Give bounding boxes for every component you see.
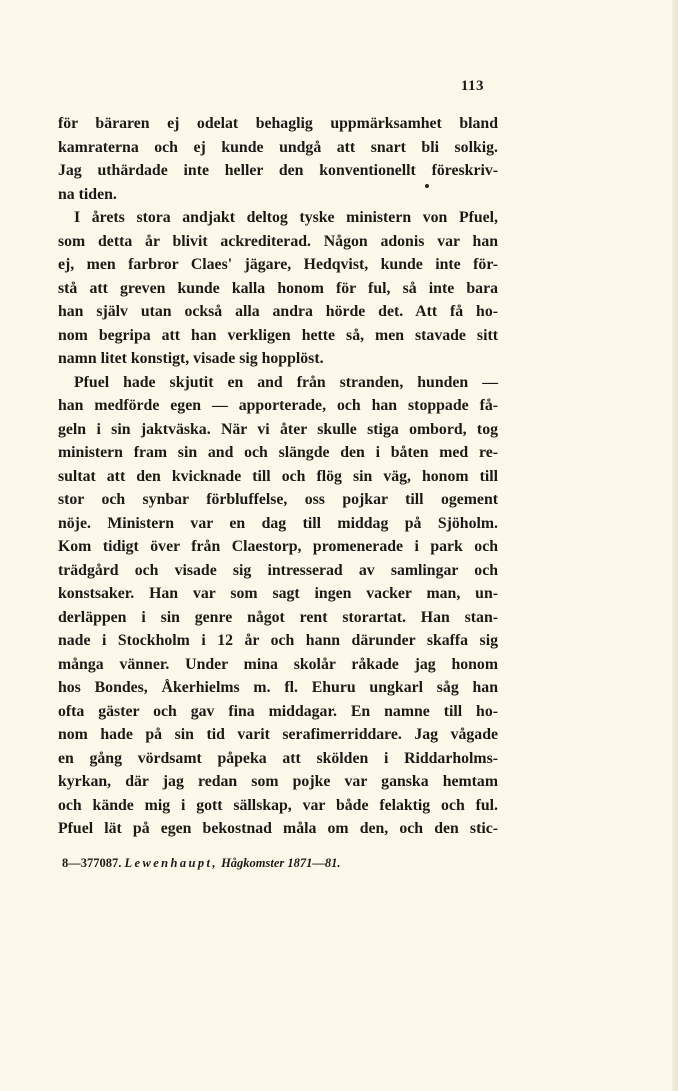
- text-line: ej, men farbror Claes' jägare, Hedqvist, kunde inte för-: [58, 256, 498, 273]
- text-line: I årets stora andjakt deltog tyske ministern von Pfuel,: [74, 209, 498, 226]
- text-line: stå att greven kunde kalla honom för ful, så inte bara: [58, 279, 498, 297]
- text-line: många vänner. Under mina skolår råkade jag honom: [58, 655, 498, 673]
- text-line: geln i sin jaktväska. När vi åter skulle stiga ombord, tog: [58, 420, 498, 438]
- text-line: Kom tidigt över från Claestorp, promenerade i park och: [58, 538, 498, 555]
- text-line: Jag uthärdade inte heller den konventionellt föreskriv-: [58, 162, 498, 179]
- page-number: 113: [460, 78, 484, 94]
- text-line: trädgård och visade sig intresserad av samlingar och: [58, 561, 498, 579]
- text-line: hos Bondes, Åkerhielms m. fl. Ehuru ungkarl såg han: [58, 679, 498, 696]
- text-line: ofta gäster och gav fina middagar. En namne till ho-: [58, 702, 498, 720]
- page-edge: [672, 0, 678, 1091]
- text-line: han själv utan också alla andra hörde det. Att få ho-: [58, 303, 498, 320]
- text-line: han medförde egen — apporterade, och han stoppade få-: [58, 397, 498, 414]
- signature-title: Hågkomster 1871—81.: [221, 856, 341, 870]
- text-line: stor och synbar förbluffelse, oss pojkar till ogement: [58, 491, 498, 508]
- text-line: na tiden.: [58, 185, 117, 203]
- text-line: kamraterna och ej kunde undgå att snart bli solkig.: [58, 138, 498, 156]
- text-line: derläppen i sin genre något rent storartat. Han stan-: [58, 608, 498, 626]
- body-text: [58, 112, 498, 841]
- text-line: nom begripa att han verkligen hette så, men stavade sitt: [58, 326, 498, 344]
- text-line: och kände mig i gott sällskap, var både felaktig och ful.: [58, 796, 498, 814]
- text-line: nade i Stockholm i 12 år och hann därunder skaffa sig: [58, 632, 498, 649]
- ink-speck: [425, 184, 429, 188]
- text-line: kyrkan, där jag redan som pojke var ganska hemtam: [58, 773, 498, 790]
- text-line: Pfuel lät på egen bekostnad måla om den, och den stic-: [58, 820, 498, 837]
- text-line: nom hade på sin tid varit serafimerriddare. Jag vågade: [58, 726, 498, 743]
- text-line: konstsaker. Han var som sagt ingen vacker man, un-: [58, 585, 498, 602]
- text-line: Pfuel hade skjutit en and från stranden, hunden —: [74, 373, 498, 391]
- text-line: för bäraren ej odelat behaglig uppmärksamhet bland: [58, 115, 498, 132]
- printer-signature: [62, 856, 341, 871]
- signature-author: Lewenhaupt,: [124, 856, 218, 870]
- signature-number: 8—377087.: [62, 856, 122, 870]
- text-line: namn litet konstigt, visade sig hopplöst.: [58, 350, 324, 367]
- text-line: sultat att den kvicknade till och flög sin väg, honom till: [58, 467, 498, 485]
- text-line: som detta år blivit ackrediterad. Någon adonis var han: [58, 232, 498, 250]
- text-line: en gång vördsamt påpeka att skölden i Riddarholms-: [58, 749, 498, 767]
- text-line: ministern fram sin and och slängde den i båten med re-: [58, 444, 498, 461]
- text-line: nöje. Ministern var en dag till middag på Sjöholm.: [58, 514, 498, 532]
